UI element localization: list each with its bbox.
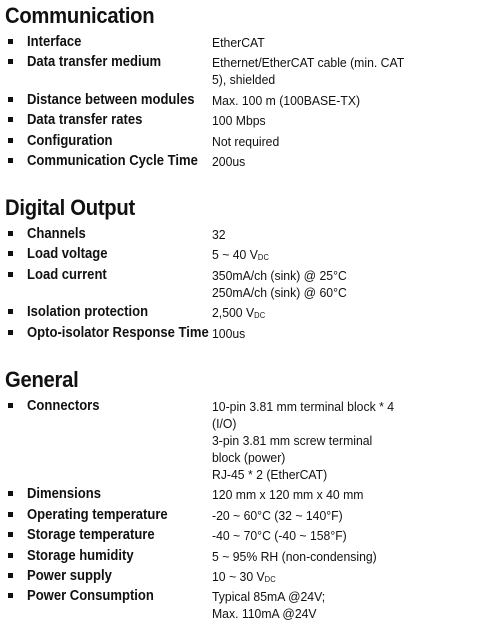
value-text: 100 Mbps <box>212 113 266 129</box>
bullet-icon <box>8 138 13 143</box>
value-text: 350mA/ch (sink) @ 25°C <box>212 267 347 283</box>
spec-value-line <box>212 415 414 432</box>
spec-value-line <box>212 54 414 71</box>
spec-value <box>212 486 414 503</box>
value-text: 100us <box>212 325 246 341</box>
bullet-icon <box>8 97 13 102</box>
value-text: 5 ~ 40 V <box>212 247 258 263</box>
spec-value-line <box>212 71 414 88</box>
bullet-icon <box>8 251 13 256</box>
spec-value-line <box>212 527 414 544</box>
spec-value-line <box>212 325 414 342</box>
spec-value-line <box>212 304 414 324</box>
spec-value <box>212 304 414 324</box>
spec-value-line <box>212 92 414 109</box>
spec-value <box>212 92 414 109</box>
value-text: 10-pin 3.81 mm terminal block * 4 <box>212 399 395 414</box>
spec-value <box>212 527 414 544</box>
value-text: Ethernet/EtherCAT cable (min. CAT <box>212 55 405 71</box>
spec-value-line <box>212 486 414 503</box>
value-text: Typical 85mA @24V; <box>212 589 326 605</box>
spec-label: Data transfer rates <box>27 112 143 129</box>
unit-subscript: DC <box>264 575 276 584</box>
spec-label: Data transfer medium <box>27 54 162 71</box>
bullet-icon <box>8 39 13 44</box>
spec-value-line <box>212 34 414 51</box>
bullet-icon <box>8 272 13 277</box>
spec-value <box>212 226 414 243</box>
spec-label: Communication Cycle Time <box>27 153 198 169</box>
value-text: 2,500 V <box>212 305 255 321</box>
bullet-icon <box>8 532 13 537</box>
spec-value-line <box>212 548 414 565</box>
bullet-icon <box>8 573 13 578</box>
section-title: Communication <box>5 3 155 28</box>
spec-value <box>212 548 414 565</box>
spec-value <box>212 398 414 483</box>
spec-value-line <box>212 588 414 605</box>
value-text: 250mA/ch (sink) @ 60°C <box>212 284 347 300</box>
value-text: -40 ~ 70°C (-40 ~ 158°F) <box>212 528 347 544</box>
spec-value <box>212 246 414 266</box>
bullet-icon <box>8 158 13 163</box>
value-text: block (power) <box>212 450 286 465</box>
spec-label: Interface <box>27 34 82 50</box>
spec-label: Power Consumption <box>27 588 154 605</box>
unit-subscript: DC <box>254 311 266 321</box>
spec-label: Channels <box>27 226 86 242</box>
spec-label: Storage temperature <box>27 527 155 544</box>
spec-value <box>212 588 414 622</box>
bullet-icon <box>8 491 13 496</box>
value-text: 5), shielded <box>212 72 276 88</box>
spec-value <box>212 325 414 342</box>
spec-value-line <box>212 133 414 150</box>
spec-value-line <box>212 507 414 524</box>
spec-label: Configuration <box>27 132 113 149</box>
bullet-icon <box>8 231 13 236</box>
value-text: 32 <box>212 227 226 242</box>
value-text: 5 ~ 95% RH (non-condensing) <box>212 548 377 564</box>
section-title: Digital Output <box>5 195 135 220</box>
bullet-icon <box>8 330 13 335</box>
spec-value <box>212 54 414 88</box>
spec-value-line <box>212 605 414 622</box>
spec-label: Opto-isolator Response Time <box>27 324 209 341</box>
bullet-icon <box>8 117 13 122</box>
value-text: Not required <box>212 133 280 149</box>
spec-value <box>212 133 414 150</box>
value-text: (I/O) <box>212 416 237 431</box>
value-text: 3-pin 3.81 mm screw terminal <box>212 433 373 448</box>
spec-value <box>212 568 414 588</box>
unit-subscript: DC <box>257 253 270 263</box>
spec-value-line <box>212 398 414 415</box>
bullet-icon <box>8 553 13 558</box>
spec-label: Load voltage <box>27 246 108 263</box>
section-title: General <box>5 367 79 392</box>
spec-value-line <box>212 568 414 588</box>
spec-value-line <box>212 284 414 301</box>
spec-value <box>212 153 414 170</box>
value-text: Max. 100 m (100BASE-TX) <box>212 92 361 108</box>
spec-value-line <box>212 466 414 483</box>
spec-value <box>212 34 414 51</box>
spec-value-line <box>212 112 414 129</box>
spec-value-line <box>212 449 414 466</box>
bullet-icon <box>8 512 13 517</box>
spec-value-line <box>212 246 414 266</box>
bullet-icon <box>8 59 13 64</box>
value-text: EtherCAT <box>212 35 265 50</box>
value-text: 120 mm x 120 mm x 40 mm <box>212 487 364 503</box>
spec-label: Isolation protection <box>27 304 149 321</box>
spec-label: Connectors <box>27 398 100 414</box>
spec-value <box>212 267 414 301</box>
spec-value-line <box>212 432 414 449</box>
bullet-icon <box>8 403 13 408</box>
value-text: Max. 110mA @24V <box>212 606 317 622</box>
spec-label: Operating temperature <box>27 506 168 523</box>
spec-value <box>212 507 414 524</box>
spec-value <box>212 112 414 129</box>
bullet-icon <box>8 593 13 598</box>
spec-value-line <box>212 226 414 243</box>
spec-label: Distance between modules <box>27 91 195 108</box>
value-text: 10 ~ 30 V <box>212 569 265 584</box>
spec-value-line <box>212 267 414 284</box>
spec-label: Load current <box>27 266 107 283</box>
spec-label: Power supply <box>27 568 112 584</box>
value-text: RJ-45 * 2 (EtherCAT) <box>212 467 328 482</box>
value-text: 200us <box>212 154 246 169</box>
spec-label: Dimensions <box>27 486 101 503</box>
spec-label: Storage humidity <box>27 547 134 564</box>
bullet-icon <box>8 309 13 314</box>
value-text: -20 ~ 60°C (32 ~ 140°F) <box>212 507 343 523</box>
spec-value-line <box>212 153 414 170</box>
